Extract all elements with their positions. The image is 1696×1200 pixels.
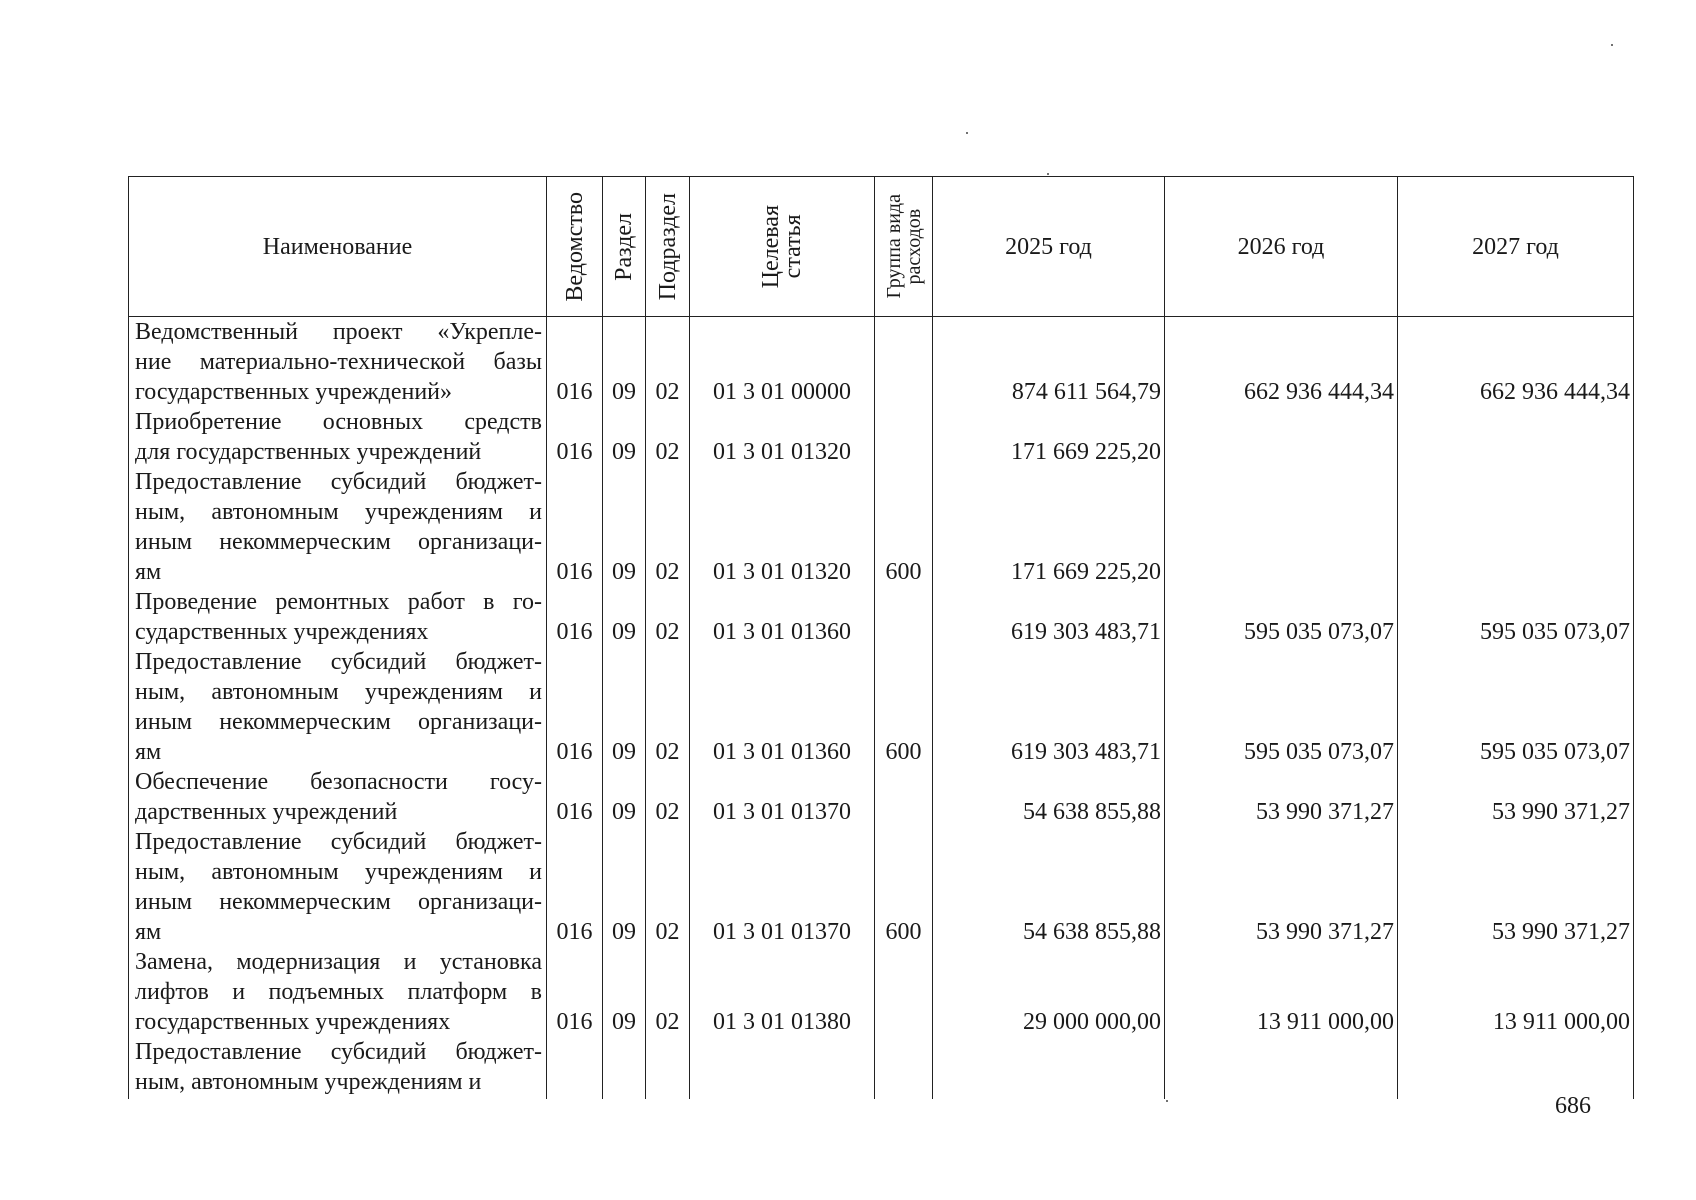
table-row <box>129 407 1634 467</box>
cell-section <box>603 1037 646 1099</box>
cell-name <box>129 407 547 467</box>
header-year-2025 <box>933 177 1165 317</box>
cell-name <box>129 317 547 408</box>
table-row <box>129 827 1634 947</box>
cell-name <box>129 647 547 767</box>
cell-amount-2026: 662 936 444,34 <box>1165 317 1398 408</box>
cell-amount-2025: 619 303 483,71 <box>933 587 1165 647</box>
header-name-label: Наименование <box>262 233 413 260</box>
cell-amount-2025 <box>933 1037 1165 1099</box>
name-line: Замена, модернизация и установка <box>135 949 542 975</box>
cell-department: 016 <box>547 647 603 767</box>
cell-section: 09 <box>603 767 646 827</box>
name-line: государственных учреждениях <box>135 1009 451 1035</box>
cell-department: 016 <box>547 827 603 947</box>
cell-department: 016 <box>547 407 603 467</box>
header-department-label: Ведомство <box>561 191 588 302</box>
table-header-row <box>129 177 1634 317</box>
cell-amount-2027: 662 936 444,34 <box>1398 317 1634 408</box>
cell-amount-2025: 874 611 564,79 <box>933 317 1165 408</box>
cell-amount-2025: 54 638 855,88 <box>933 827 1165 947</box>
cell-amount-2026 <box>1165 467 1398 587</box>
cell-subsection: 02 <box>646 587 690 647</box>
scan-speck <box>966 132 968 134</box>
cell-target-article: 01 3 01 00000 <box>690 317 875 408</box>
header-year-2027 <box>1398 177 1634 317</box>
cell-expense-group <box>875 1037 933 1099</box>
cell-amount-2026: 53 990 371,27 <box>1165 767 1398 827</box>
cell-amount-2027 <box>1398 407 1634 467</box>
name-line: ным, автономным учреждениям и <box>135 1069 482 1095</box>
table-row <box>129 947 1634 1037</box>
header-year-2027-label: 2027 год <box>1472 233 1559 260</box>
header-expense-group <box>875 177 933 317</box>
table-row <box>129 1037 1634 1099</box>
table-row <box>129 467 1634 587</box>
cell-department: 016 <box>547 947 603 1037</box>
name-line: Предоставление субсидий бюджет- <box>135 469 542 495</box>
cell-target-article: 01 3 01 01370 <box>690 767 875 827</box>
cell-amount-2026 <box>1165 1037 1398 1099</box>
name-line: ние материально-технической базы <box>135 349 542 375</box>
cell-subsection: 02 <box>646 767 690 827</box>
name-line: Проведение ремонтных работ в го- <box>135 589 542 615</box>
cell-section: 09 <box>603 647 646 767</box>
scan-speck <box>1611 44 1613 46</box>
header-target-article-line2: статья <box>780 214 806 279</box>
cell-target-article: 01 3 01 01360 <box>690 647 875 767</box>
cell-section: 09 <box>603 317 646 408</box>
page-number: 686 <box>1555 1093 1591 1119</box>
header-year-2026 <box>1165 177 1398 317</box>
header-subsection <box>646 177 690 317</box>
cell-name <box>129 1037 547 1099</box>
cell-amount-2025: 54 638 855,88 <box>933 767 1165 827</box>
header-name <box>129 177 547 317</box>
cell-amount-2027 <box>1398 1037 1634 1099</box>
cell-amount-2026: 595 035 073,07 <box>1165 647 1398 767</box>
cell-department: 016 <box>547 317 603 408</box>
cell-amount-2025: 29 000 000,00 <box>933 947 1165 1037</box>
name-line: иным некоммерческим организаци- <box>135 709 542 735</box>
header-subsection-label: Подраздел <box>654 192 681 301</box>
cell-section: 09 <box>603 827 646 947</box>
name-line: иным некоммерческим организаци- <box>135 889 542 915</box>
cell-section: 09 <box>603 947 646 1037</box>
header-year-2025-label: 2025 год <box>1005 233 1092 260</box>
cell-target-article: 01 3 01 01360 <box>690 587 875 647</box>
cell-name <box>129 827 547 947</box>
cell-department <box>547 1037 603 1099</box>
name-line: ным, автономным учреждениям и <box>135 859 542 885</box>
cell-name <box>129 767 547 827</box>
name-line: Предоставление субсидий бюджет- <box>135 829 542 855</box>
cell-expense-group: 600 <box>875 647 933 767</box>
name-line: ям <box>135 739 162 765</box>
name-line: государственных учреждений» <box>135 379 453 405</box>
cell-amount-2027: 53 990 371,27 <box>1398 827 1634 947</box>
table-row <box>129 647 1634 767</box>
cell-target-article <box>690 1037 875 1099</box>
cell-amount-2027: 13 911 000,00 <box>1398 947 1634 1037</box>
cell-target-article: 01 3 01 01370 <box>690 827 875 947</box>
name-line: Предоставление субсидий бюджет- <box>135 1039 542 1065</box>
table-row <box>129 587 1634 647</box>
cell-target-article: 01 3 01 01320 <box>690 467 875 587</box>
name-line: иным некоммерческим организаци- <box>135 529 542 555</box>
name-line: сударственных учреждениях <box>135 619 429 645</box>
cell-subsection: 02 <box>646 317 690 408</box>
cell-expense-group <box>875 407 933 467</box>
cell-expense-group: 600 <box>875 827 933 947</box>
cell-amount-2027: 53 990 371,27 <box>1398 767 1634 827</box>
table-body <box>129 317 1634 1100</box>
name-line: лифтов и подъемных платформ в <box>135 979 542 1005</box>
cell-amount-2026: 53 990 371,27 <box>1165 827 1398 947</box>
cell-section: 09 <box>603 467 646 587</box>
cell-amount-2025: 171 669 225,20 <box>933 467 1165 587</box>
cell-subsection: 02 <box>646 647 690 767</box>
cell-target-article: 01 3 01 01320 <box>690 407 875 467</box>
name-line: Предоставление субсидий бюджет- <box>135 649 542 675</box>
cell-expense-group <box>875 947 933 1037</box>
name-line: дарственных учреждений <box>135 799 398 825</box>
cell-amount-2027: 595 035 073,07 <box>1398 647 1634 767</box>
header-section-label: Раздел <box>611 212 637 281</box>
cell-department: 016 <box>547 767 603 827</box>
header-department <box>547 177 603 317</box>
name-line: Ведомственный проект «Укрепле- <box>135 319 542 345</box>
name-line: ям <box>135 559 162 585</box>
cell-name <box>129 467 547 587</box>
cell-amount-2026: 13 911 000,00 <box>1165 947 1398 1037</box>
name-line: для государственных учреждений <box>135 439 482 465</box>
cell-target-article: 01 3 01 01380 <box>690 947 875 1037</box>
cell-amount-2026: 595 035 073,07 <box>1165 587 1398 647</box>
name-line: Приобретение основных средств <box>135 409 542 435</box>
cell-department: 016 <box>547 467 603 587</box>
header-section <box>603 177 646 317</box>
scan-speck <box>1166 1100 1168 1102</box>
name-line: ным, автономным учреждениям и <box>135 499 542 525</box>
name-line: Обеспечение безопасности госу- <box>135 769 542 795</box>
cell-section: 09 <box>603 407 646 467</box>
cell-amount-2025: 619 303 483,71 <box>933 647 1165 767</box>
scan-speck <box>1047 173 1049 175</box>
header-target-article <box>690 177 875 317</box>
table-row <box>129 317 1634 408</box>
name-line: ям <box>135 919 162 945</box>
cell-section: 09 <box>603 587 646 647</box>
header-expense-group-line1: Группа вида <box>882 194 905 299</box>
cell-name <box>129 947 547 1037</box>
header-target-article-label <box>760 205 804 288</box>
table-row <box>129 767 1634 827</box>
cell-subsection <box>646 1037 690 1099</box>
cell-expense-group <box>875 587 933 647</box>
cell-expense-group <box>875 767 933 827</box>
cell-name <box>129 587 547 647</box>
cell-amount-2027 <box>1398 467 1634 587</box>
name-line: ным, автономным учреждениям и <box>135 679 542 705</box>
header-target-article-line1: Целевая <box>758 204 784 289</box>
cell-department: 016 <box>547 587 603 647</box>
header-year-2026-label: 2026 год <box>1237 233 1325 260</box>
header-expense-group-label <box>884 194 924 299</box>
cell-expense-group <box>875 317 933 408</box>
cell-subsection: 02 <box>646 947 690 1037</box>
header-expense-group-line2: расходов <box>902 208 925 285</box>
cell-amount-2025: 171 669 225,20 <box>933 407 1165 467</box>
cell-subsection: 02 <box>646 467 690 587</box>
cell-expense-group: 600 <box>875 467 933 587</box>
cell-amount-2027: 595 035 073,07 <box>1398 587 1634 647</box>
budget-table <box>128 176 1634 1099</box>
cell-subsection: 02 <box>646 827 690 947</box>
cell-subsection: 02 <box>646 407 690 467</box>
cell-amount-2026 <box>1165 407 1398 467</box>
